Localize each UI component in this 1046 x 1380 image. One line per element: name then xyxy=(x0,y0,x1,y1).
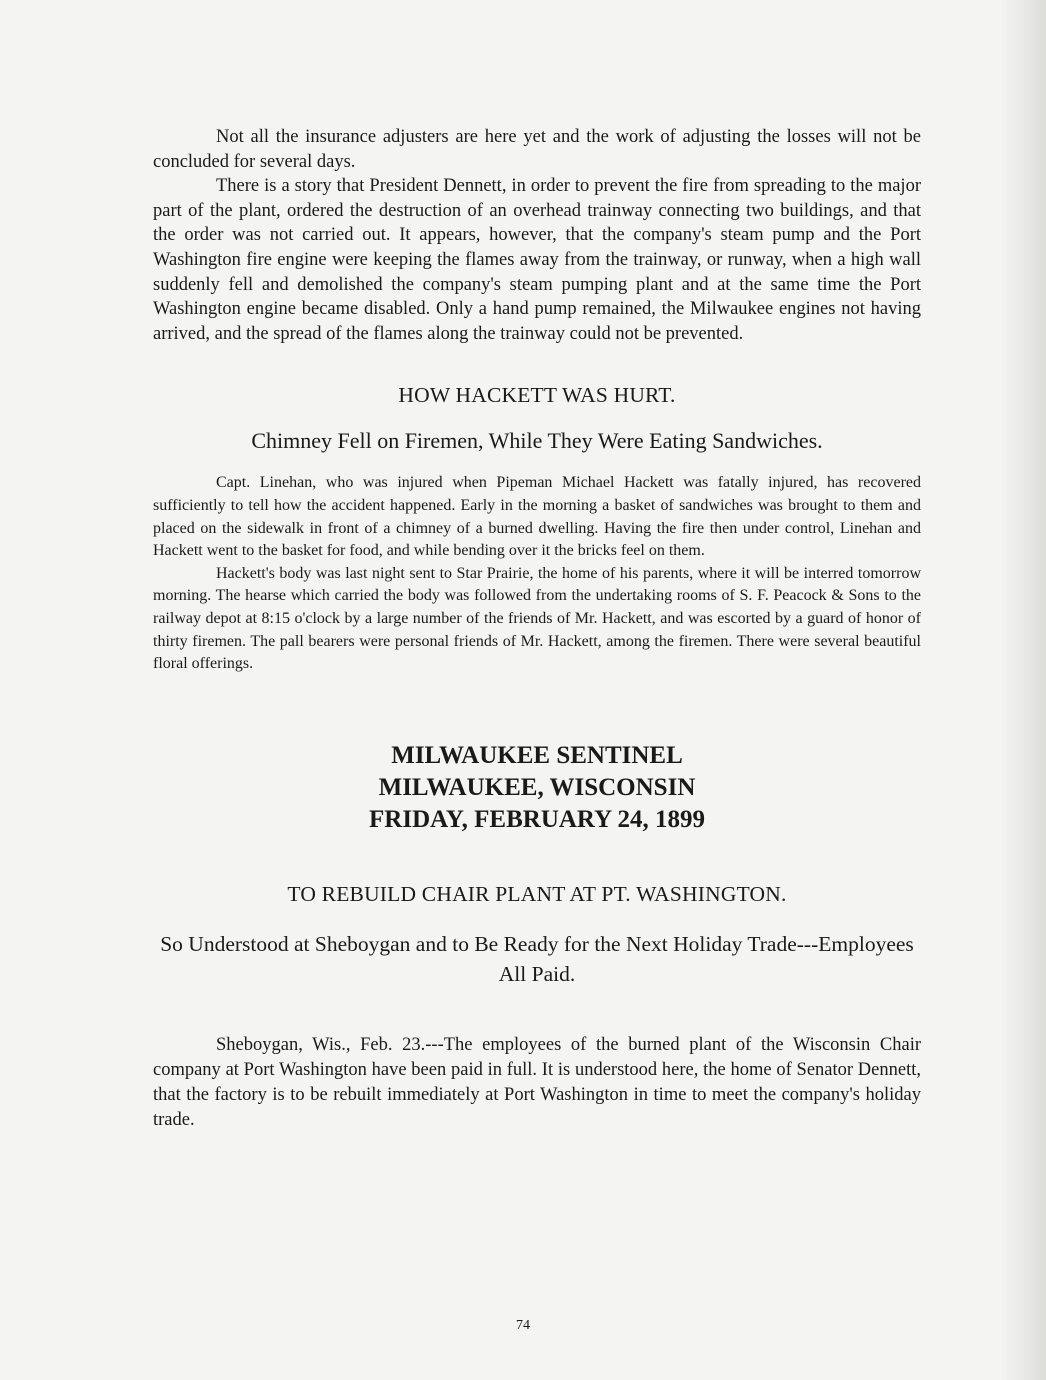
page-content xyxy=(153,125,921,1133)
article3-headline: TO REBUILD CHAIR PLANT AT PT. WASHINGTON. xyxy=(287,881,787,906)
masthead xyxy=(153,740,921,836)
article3-paragraph-1: Sheboygan, Wis., Feb. 23.---The employees of the burned plant of the Wisconsin Chair company at Port Washington have been paid in full. It is understood here, the home of Senator Dennett, that the factory is to be rebuilt immediately at Port Washington in time to meet the company's holiday trade. xyxy=(153,1034,921,1130)
article2-paragraph-2: Hackett's body was last night sent to Star Prairie, the home of his parents, where it will be interred tomorrow morning. The hearse which carried the body was followed from the undertaking rooms of S. F. Peacock & Sons to the railway depot at 8:15 o'clock by a large number of the friends of Mr. Hackett, and was escorted by a guard of honor of thirty firemen. The pall bearers were personal friends of Mr. Hackett, among the firemen. There were several beautiful floral offerings. xyxy=(153,564,921,673)
article2-subheadline: Chimney Fell on Firemen, While They Were Eating Sandwiches. xyxy=(251,428,823,454)
page-number: 74 xyxy=(516,1318,530,1333)
article1-paragraph-1: Not all the insurance adjusters are here yet and the work of adjusting the losses will not be concluded for several days. xyxy=(153,127,921,172)
masthead-date: FRIDAY, FEBRUARY 24, 1899 xyxy=(369,805,705,833)
article3-subheadline: So Understood at Sheboygan and to Be Ready for the Next Holiday Trade---Employees All Paid. xyxy=(160,931,914,986)
masthead-paper: MILWAUKEE SENTINEL xyxy=(391,741,683,769)
article1-paragraph-2: There is a story that President Dennett, in order to prevent the fire from spreading to the major part of the plant, ordered the destruction of an overhead trainway connecting two buildings, and that the order was not carried out. It appears, however, that the company's steam pump and the Port Washington fire engine were keeping the flames away from the trainway, or runway, when a high wall suddenly fell and demolished the company's steam pumping plant and at the same time the Port Washington engine became disabled. Only a hand pump remained, the Milwaukee engines not having arrived, and the spread of the flames along the trainway could not be prevented. xyxy=(153,176,921,344)
page-edge-shadow xyxy=(1000,0,1046,1380)
article2-headline: HOW HACKETT WAS HURT. xyxy=(398,383,676,408)
masthead-city: MILWAUKEE, WISCONSIN xyxy=(378,773,696,801)
article2-paragraph-1: Capt. Linehan, who was injured when Pipeman Michael Hackett was fatally injured, has recovered sufficiently to tell how the accident happened. Early in the morning a basket of sandwiches was brought to them and placed on the sidewalk in front of a chimney of a burned dwelling. Having the fire then under control, Linehan and Hackett went to the basket for food, and while bending over it the bricks feel on them. xyxy=(153,474,921,560)
